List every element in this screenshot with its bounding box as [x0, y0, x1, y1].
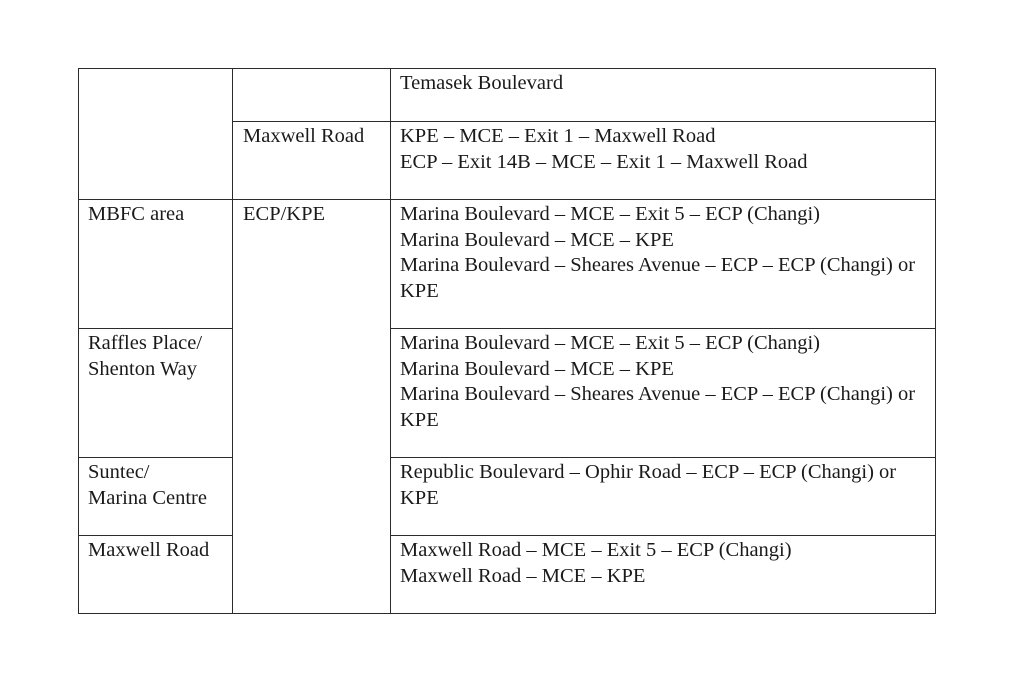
area-cell	[79, 69, 233, 200]
area-label: Maxwell Road	[88, 539, 210, 561]
area-cell	[79, 458, 233, 536]
table-row	[79, 536, 936, 614]
route-line: Marina Boulevard – MCE – Exit 5 – ECP (Changi)	[400, 332, 821, 354]
table-row	[79, 200, 936, 329]
route-line: Maxwell Road – MCE – KPE	[400, 564, 646, 587]
table-row	[79, 69, 936, 122]
route-cell	[391, 122, 936, 200]
area-label: Suntec/	[88, 461, 150, 483]
route-line: Marina Boulevard – MCE – KPE	[400, 357, 674, 380]
route-line: Temasek Boulevard	[400, 72, 564, 94]
area-cell	[79, 200, 233, 329]
expressway-cell	[233, 69, 391, 122]
route-cell	[391, 329, 936, 458]
route-line: Republic Boulevard – Ophir Road – ECP – ECP (Changi) or KPE	[400, 461, 897, 509]
area-label: Marina Centre	[88, 486, 207, 509]
route-cell	[391, 69, 936, 122]
expressway-label: Maxwell Road	[243, 125, 365, 147]
route-line: Marina Boulevard – Sheares Avenue – ECP – ECP (Changi) or KPE	[400, 383, 916, 431]
area-label: Shenton Way	[88, 357, 198, 380]
route-line: Marina Boulevard – MCE – KPE	[400, 228, 674, 251]
area-cell	[79, 536, 233, 614]
area-label: MBFC area	[88, 203, 185, 225]
route-line: KPE – MCE – Exit 1 – Maxwell Road	[400, 125, 716, 147]
expressway-cell	[233, 122, 391, 200]
route-line: Marina Boulevard – MCE – Exit 5 – ECP (Changi)	[400, 203, 821, 225]
table-row	[79, 329, 936, 458]
route-table	[78, 68, 936, 614]
route-cell	[391, 536, 936, 614]
area-cell	[79, 329, 233, 458]
expressway-label: ECP/KPE	[243, 203, 326, 225]
area-label: Raffles Place/	[88, 332, 203, 354]
table-row	[79, 458, 936, 536]
route-line: ECP – Exit 14B – MCE – Exit 1 – Maxwell Road	[400, 150, 808, 173]
route-cell	[391, 458, 936, 536]
expressway-cell	[233, 200, 391, 614]
route-line: Marina Boulevard – Sheares Avenue – ECP – ECP (Changi) or KPE	[400, 254, 916, 302]
route-line: Maxwell Road – MCE – Exit 5 – ECP (Changi)	[400, 539, 792, 561]
route-cell	[391, 200, 936, 329]
